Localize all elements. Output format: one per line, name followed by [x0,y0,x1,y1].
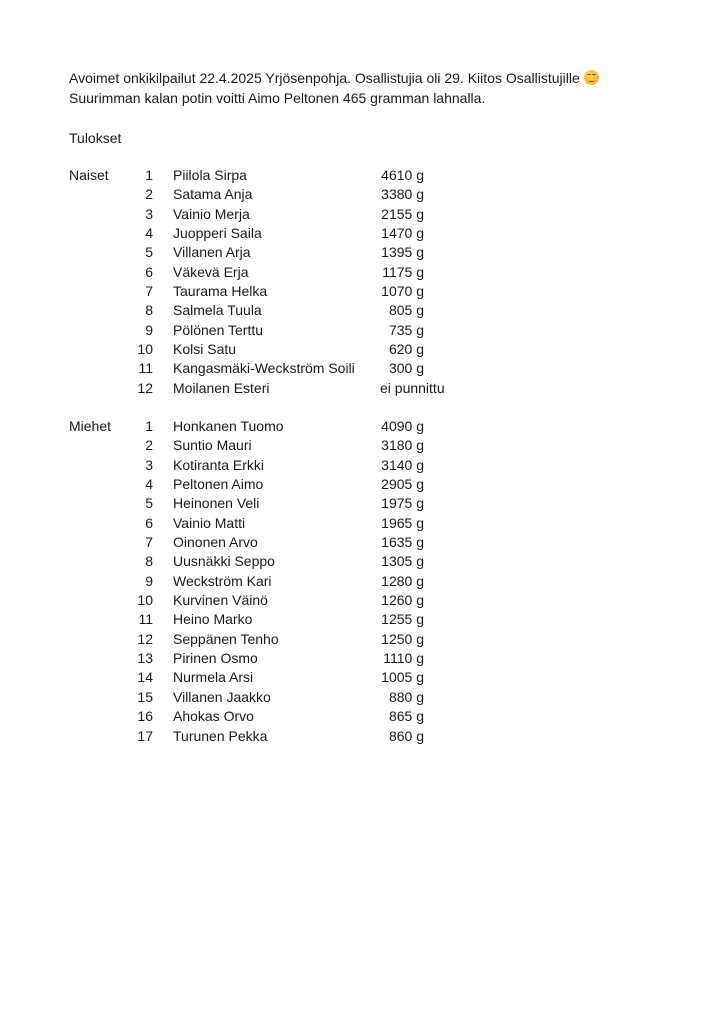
result-weight: 4090 g [381,418,424,434]
smiling-face-icon [584,70,599,85]
result-name: Honkanen Tuomo [173,418,284,434]
result-name: Väkevä Erja [173,263,249,280]
result-rank: 1 [145,167,153,183]
result-rank: 6 [145,263,153,280]
result-rank: 14 [137,669,153,686]
intro-line-1 [69,68,689,88]
result-weight: 2155 g [381,205,424,222]
result-weight: 1975 g [381,495,424,512]
result-rank: 6 [145,514,153,531]
result-rank: 1 [145,418,153,434]
intro-line-1-text: Avoimet onkikilpailut 22.4.2025 Yrjösenpohja. Osallistujia oli 29. Kiitos Osallistujille [69,70,580,86]
result-weight: 1005 g [381,669,424,686]
result-rank: 12 [137,379,153,396]
result-rank: 10 [137,592,153,609]
men-section-label: Miehet [69,418,112,434]
result-weight: 880 g [388,688,424,705]
result-name: Salmela Tuula [173,302,262,319]
women-section-label: Naiset [69,167,109,183]
result-weight: ei punnittu [380,379,445,396]
result-weight: 1470 g [381,225,424,242]
result-rank: 9 [145,572,153,589]
result-rank: 4 [145,476,153,493]
result-weight: 1250 g [381,630,424,647]
result-rank: 7 [145,534,153,551]
result-rank: 9 [145,321,153,338]
result-name: Piilola Sirpa [173,167,247,183]
result-weight: 1305 g [381,553,424,570]
result-weight: 865 g [388,708,424,725]
result-weight: 3180 g [381,437,424,454]
result-weight: 735 g [388,321,424,338]
result-weight: 4610 g [381,167,424,183]
result-weight: 1260 g [381,592,424,609]
result-name: Satama Anja [173,186,253,203]
result-rank: 8 [145,553,153,570]
result-weight: 1395 g [381,244,424,261]
intro-paragraph [69,68,689,108]
result-weight: 2905 g [381,476,424,493]
result-rank: 12 [137,630,153,647]
result-weight: 1635 g [381,534,424,551]
result-weight: 3380 g [381,186,424,203]
result-name: Kangasmäki-Weckström Soili [173,360,355,377]
result-name: Nurmela Arsi [173,669,254,686]
result-rank: 7 [145,283,153,300]
result-rank: 11 [138,360,153,377]
result-name: Moilanen Esteri [173,379,270,396]
result-name: Peltonen Aimo [173,476,264,493]
result-weight: 1965 g [381,514,424,531]
result-name: Juopperi Saila [173,225,262,242]
result-weight: 1110 g [383,650,424,667]
result-rank: 3 [145,456,153,473]
result-name: Vainio Matti [173,514,246,531]
result-weight: 1070 g [381,283,424,300]
result-name: Weckström Kari [173,572,272,589]
result-weight: 3140 g [381,456,424,473]
result-name: Taurama Helka [173,283,268,300]
result-name: Kotiranta Erkki [173,456,265,473]
result-rank: 8 [145,302,153,319]
result-weight: 620 g [388,341,424,358]
result-name: Pölönen Terttu [173,321,264,338]
result-name: Ahokas Orvo [173,708,254,725]
result-name: Villanen Arja [173,244,251,261]
result-weight: 805 g [388,302,424,319]
result-name: Kolsi Satu [173,341,237,358]
result-rank: 2 [145,437,153,454]
result-rank: 15 [137,688,153,705]
result-weight: 300 g [388,360,424,377]
result-rank: 13 [137,650,153,667]
result-weight: 1255 g [381,611,424,628]
results-heading: Tulokset [69,130,122,146]
result-name: Kurvinen Väinö [173,592,268,609]
result-name: Turunen Pekka [173,727,268,744]
result-name: Uusnäkki Seppo [173,553,275,570]
result-name: Heinonen Veli [173,495,260,512]
result-name: Pirinen Osmo [173,650,258,667]
intro-line-2: Suurimman kalan potin voitti Aimo Peltonen 465 gramman lahnalla. [69,90,486,106]
result-rank: 17 [137,727,153,744]
result-name: Oinonen Arvo [173,534,258,551]
result-rank: 4 [145,225,153,242]
result-name: Heino Marko [173,611,253,628]
result-rank: 11 [138,611,153,628]
result-rank: 2 [145,186,153,203]
result-name: Suntio Mauri [173,437,252,454]
result-rank: 3 [145,205,153,222]
result-name: Vainio Merja [173,205,250,222]
result-rank: 16 [137,708,153,725]
result-name: Seppänen Tenho [173,630,279,647]
result-weight: 1280 g [381,572,424,589]
result-rank: 5 [145,495,153,512]
result-rank: 5 [145,244,153,261]
result-weight: 860 g [388,727,424,744]
result-name: Villanen Jaakko [173,688,271,705]
result-rank: 10 [137,341,153,358]
result-weight: 1175 g [382,263,424,280]
